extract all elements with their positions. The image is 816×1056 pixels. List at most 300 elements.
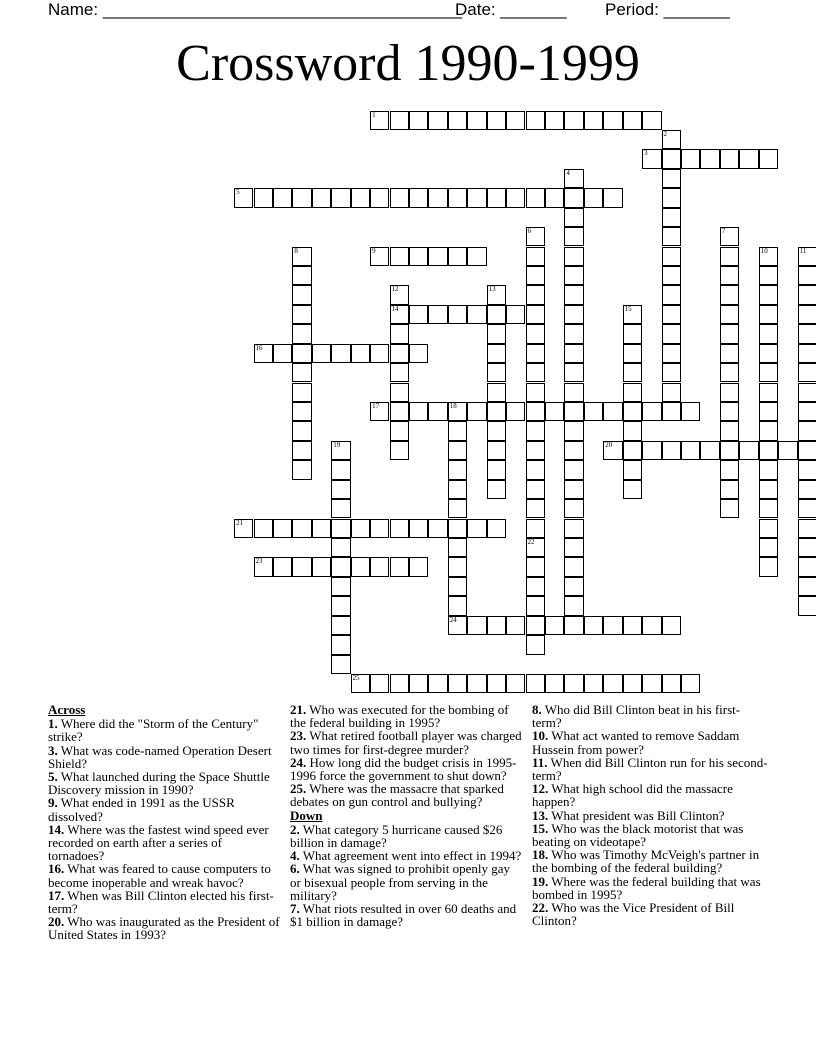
grid-cell[interactable] [506, 402, 525, 421]
grid-cell[interactable] [798, 441, 816, 460]
grid-cell[interactable] [798, 363, 816, 382]
grid-cell[interactable] [331, 441, 350, 460]
grid-cell[interactable] [370, 344, 389, 363]
grid-cell[interactable] [331, 480, 350, 499]
grid-cell[interactable] [603, 616, 622, 635]
grid-cell[interactable] [798, 538, 816, 557]
grid-cell[interactable] [564, 363, 583, 382]
grid-cell[interactable] [564, 344, 583, 363]
grid-cell[interactable] [759, 247, 778, 266]
grid-cell[interactable] [409, 188, 428, 207]
grid-cell[interactable] [428, 519, 447, 538]
grid-cell[interactable] [759, 460, 778, 479]
grid-cell[interactable] [526, 305, 545, 324]
grid-cell[interactable] [759, 383, 778, 402]
grid-cell[interactable] [292, 188, 311, 207]
grid-cell[interactable] [273, 557, 292, 576]
grid-cell[interactable] [448, 538, 467, 557]
grid-cell[interactable] [254, 519, 273, 538]
grid-cell[interactable] [487, 188, 506, 207]
grid-cell[interactable] [662, 227, 681, 246]
grid-cell[interactable] [662, 247, 681, 266]
grid-cell[interactable] [292, 266, 311, 285]
grid-cell[interactable] [526, 460, 545, 479]
grid-cell[interactable] [564, 538, 583, 557]
grid-cell[interactable] [487, 616, 506, 635]
grid-cell[interactable] [798, 266, 816, 285]
grid-cell[interactable] [254, 344, 273, 363]
grid-cell[interactable] [778, 441, 797, 460]
grid-cell[interactable] [720, 499, 739, 518]
grid-cell[interactable] [662, 441, 681, 460]
grid-cell[interactable] [292, 247, 311, 266]
grid-cell[interactable] [487, 363, 506, 382]
grid-cell[interactable] [642, 149, 661, 168]
grid-cell[interactable] [448, 480, 467, 499]
grid-cell[interactable] [759, 499, 778, 518]
grid-cell[interactable] [448, 499, 467, 518]
grid-cell[interactable] [292, 285, 311, 304]
grid-cell[interactable] [467, 674, 486, 693]
grid-cell[interactable] [720, 383, 739, 402]
grid-cell[interactable] [506, 111, 525, 130]
grid-cell[interactable] [331, 538, 350, 557]
grid-cell[interactable] [390, 421, 409, 440]
grid-cell[interactable] [292, 324, 311, 343]
grid-cell[interactable] [506, 305, 525, 324]
grid-cell[interactable] [428, 305, 447, 324]
grid-cell[interactable] [759, 557, 778, 576]
grid-cell[interactable] [662, 149, 681, 168]
grid-cell[interactable] [759, 266, 778, 285]
grid-cell[interactable] [759, 149, 778, 168]
grid-cell[interactable] [487, 421, 506, 440]
grid-cell[interactable] [623, 305, 642, 324]
grid-cell[interactable] [798, 577, 816, 596]
grid-cell[interactable] [603, 674, 622, 693]
grid-cell[interactable] [409, 344, 428, 363]
grid-cell[interactable] [351, 557, 370, 576]
grid-cell[interactable] [370, 674, 389, 693]
grid-cell[interactable] [467, 305, 486, 324]
grid-cell[interactable] [623, 616, 642, 635]
grid-cell[interactable] [526, 421, 545, 440]
grid-cell[interactable] [564, 460, 583, 479]
grid-cell[interactable] [681, 441, 700, 460]
grid-cell[interactable] [467, 616, 486, 635]
grid-cell[interactable] [331, 577, 350, 596]
grid-cell[interactable] [273, 519, 292, 538]
grid-cell[interactable] [798, 557, 816, 576]
grid-cell[interactable] [564, 111, 583, 130]
grid-cell[interactable] [603, 402, 622, 421]
grid-cell[interactable] [798, 499, 816, 518]
grid-cell[interactable] [526, 227, 545, 246]
grid-cell[interactable] [526, 499, 545, 518]
grid-cell[interactable] [448, 421, 467, 440]
grid-cell[interactable] [759, 363, 778, 382]
grid-cell[interactable] [370, 111, 389, 130]
grid-cell[interactable] [662, 285, 681, 304]
grid-cell[interactable] [526, 344, 545, 363]
grid-cell[interactable] [409, 402, 428, 421]
grid-cell[interactable] [526, 441, 545, 460]
grid-cell[interactable] [623, 441, 642, 460]
grid-cell[interactable] [642, 616, 661, 635]
grid-cell[interactable] [545, 616, 564, 635]
grid-cell[interactable] [467, 111, 486, 130]
grid-cell[interactable] [662, 363, 681, 382]
grid-cell[interactable] [720, 402, 739, 421]
grid-cell[interactable] [642, 674, 661, 693]
grid-cell[interactable] [506, 188, 525, 207]
grid-cell[interactable] [526, 538, 545, 557]
grid-cell[interactable] [390, 285, 409, 304]
grid-cell[interactable] [273, 344, 292, 363]
grid-cell[interactable] [720, 266, 739, 285]
grid-cell[interactable] [292, 344, 311, 363]
grid-cell[interactable] [448, 441, 467, 460]
grid-cell[interactable] [390, 402, 409, 421]
grid-cell[interactable] [564, 557, 583, 576]
grid-cell[interactable] [409, 557, 428, 576]
grid-cell[interactable] [273, 188, 292, 207]
grid-cell[interactable] [662, 674, 681, 693]
grid-cell[interactable] [390, 383, 409, 402]
grid-cell[interactable] [720, 480, 739, 499]
grid-cell[interactable] [331, 616, 350, 635]
grid-cell[interactable] [292, 305, 311, 324]
grid-cell[interactable] [292, 519, 311, 538]
grid-cell[interactable] [234, 519, 253, 538]
grid-cell[interactable] [584, 188, 603, 207]
grid-cell[interactable] [526, 480, 545, 499]
grid-cell[interactable] [526, 363, 545, 382]
grid-cell[interactable] [700, 441, 719, 460]
grid-cell[interactable] [564, 616, 583, 635]
grid-cell[interactable] [487, 519, 506, 538]
grid-cell[interactable] [448, 557, 467, 576]
grid-cell[interactable] [564, 169, 583, 188]
grid-cell[interactable] [759, 421, 778, 440]
grid-cell[interactable] [312, 557, 331, 576]
grid-cell[interactable] [526, 577, 545, 596]
grid-cell[interactable] [292, 441, 311, 460]
grid-cell[interactable] [448, 111, 467, 130]
grid-cell[interactable] [623, 363, 642, 382]
grid-cell[interactable] [623, 460, 642, 479]
grid-cell[interactable] [370, 519, 389, 538]
grid-cell[interactable] [623, 480, 642, 499]
grid-cell[interactable] [331, 499, 350, 518]
grid-cell[interactable] [564, 402, 583, 421]
grid-cell[interactable] [564, 383, 583, 402]
grid-cell[interactable] [506, 674, 525, 693]
grid-cell[interactable] [428, 402, 447, 421]
grid-cell[interactable] [798, 402, 816, 421]
grid-cell[interactable] [662, 130, 681, 149]
grid-cell[interactable] [370, 402, 389, 421]
grid-cell[interactable] [798, 421, 816, 440]
grid-cell[interactable] [681, 674, 700, 693]
grid-cell[interactable] [292, 421, 311, 440]
grid-cell[interactable] [526, 557, 545, 576]
grid-cell[interactable] [428, 674, 447, 693]
grid-cell[interactable] [759, 344, 778, 363]
grid-cell[interactable] [564, 266, 583, 285]
grid-cell[interactable] [798, 480, 816, 499]
grid-cell[interactable] [798, 285, 816, 304]
grid-cell[interactable] [409, 519, 428, 538]
grid-cell[interactable] [759, 305, 778, 324]
grid-cell[interactable] [720, 441, 739, 460]
grid-cell[interactable] [487, 460, 506, 479]
date-field[interactable]: Date: _______ [455, 0, 567, 19]
grid-cell[interactable] [390, 441, 409, 460]
grid-cell[interactable] [409, 111, 428, 130]
grid-cell[interactable] [409, 247, 428, 266]
grid-cell[interactable] [662, 324, 681, 343]
grid-cell[interactable] [720, 305, 739, 324]
grid-cell[interactable] [390, 324, 409, 343]
grid-cell[interactable] [720, 363, 739, 382]
grid-cell[interactable] [662, 616, 681, 635]
grid-cell[interactable] [467, 402, 486, 421]
grid-cell[interactable] [487, 402, 506, 421]
grid-cell[interactable] [526, 616, 545, 635]
grid-cell[interactable] [292, 383, 311, 402]
grid-cell[interactable] [526, 674, 545, 693]
grid-cell[interactable] [642, 111, 661, 130]
grid-cell[interactable] [564, 324, 583, 343]
grid-cell[interactable] [720, 460, 739, 479]
grid-cell[interactable] [798, 596, 816, 615]
grid-cell[interactable] [623, 402, 642, 421]
grid-cell[interactable] [292, 460, 311, 479]
grid-cell[interactable] [662, 266, 681, 285]
grid-cell[interactable] [526, 519, 545, 538]
grid-cell[interactable] [603, 441, 622, 460]
grid-cell[interactable] [564, 499, 583, 518]
grid-cell[interactable] [623, 421, 642, 440]
grid-cell[interactable] [720, 324, 739, 343]
grid-cell[interactable] [603, 188, 622, 207]
grid-cell[interactable] [545, 402, 564, 421]
grid-cell[interactable] [526, 383, 545, 402]
grid-cell[interactable] [448, 402, 467, 421]
grid-cell[interactable] [798, 460, 816, 479]
grid-cell[interactable] [312, 519, 331, 538]
grid-cell[interactable] [312, 344, 331, 363]
grid-cell[interactable] [662, 169, 681, 188]
grid-cell[interactable] [681, 402, 700, 421]
grid-cell[interactable] [759, 519, 778, 538]
grid-cell[interactable] [545, 111, 564, 130]
grid-cell[interactable] [390, 344, 409, 363]
grid-cell[interactable] [331, 557, 350, 576]
grid-cell[interactable] [584, 402, 603, 421]
grid-cell[interactable] [545, 674, 564, 693]
grid-cell[interactable] [564, 480, 583, 499]
grid-cell[interactable] [370, 188, 389, 207]
grid-cell[interactable] [700, 149, 719, 168]
grid-cell[interactable] [564, 674, 583, 693]
grid-cell[interactable] [390, 247, 409, 266]
grid-cell[interactable] [564, 577, 583, 596]
grid-cell[interactable] [798, 324, 816, 343]
grid-cell[interactable] [331, 635, 350, 654]
grid-cell[interactable] [526, 285, 545, 304]
grid-cell[interactable] [623, 344, 642, 363]
grid-cell[interactable] [564, 441, 583, 460]
grid-cell[interactable] [487, 383, 506, 402]
grid-cell[interactable] [526, 596, 545, 615]
grid-cell[interactable] [487, 674, 506, 693]
grid-cell[interactable] [448, 519, 467, 538]
grid-cell[interactable] [584, 674, 603, 693]
grid-cell[interactable] [487, 305, 506, 324]
grid-cell[interactable] [351, 674, 370, 693]
grid-cell[interactable] [467, 519, 486, 538]
grid-cell[interactable] [564, 305, 583, 324]
grid-cell[interactable] [584, 616, 603, 635]
grid-cell[interactable] [662, 344, 681, 363]
grid-cell[interactable] [720, 247, 739, 266]
grid-cell[interactable] [370, 557, 389, 576]
grid-cell[interactable] [448, 577, 467, 596]
grid-cell[interactable] [720, 227, 739, 246]
period-field[interactable]: Period: _______ [605, 0, 730, 19]
grid-cell[interactable] [759, 480, 778, 499]
grid-cell[interactable] [720, 421, 739, 440]
grid-cell[interactable] [390, 519, 409, 538]
grid-cell[interactable] [390, 111, 409, 130]
grid-cell[interactable] [331, 344, 350, 363]
grid-cell[interactable] [370, 247, 389, 266]
grid-cell[interactable] [564, 208, 583, 227]
grid-cell[interactable] [798, 344, 816, 363]
grid-cell[interactable] [662, 188, 681, 207]
grid-cell[interactable] [564, 519, 583, 538]
grid-cell[interactable] [798, 305, 816, 324]
grid-cell[interactable] [623, 674, 642, 693]
grid-cell[interactable] [759, 441, 778, 460]
grid-cell[interactable] [623, 324, 642, 343]
grid-cell[interactable] [642, 441, 661, 460]
grid-cell[interactable] [448, 460, 467, 479]
grid-cell[interactable] [467, 247, 486, 266]
grid-cell[interactable] [798, 519, 816, 538]
grid-cell[interactable] [526, 111, 545, 130]
grid-cell[interactable] [759, 285, 778, 304]
grid-cell[interactable] [351, 519, 370, 538]
grid-cell[interactable] [759, 538, 778, 557]
grid-cell[interactable] [720, 344, 739, 363]
grid-cell[interactable] [234, 188, 253, 207]
grid-cell[interactable] [798, 247, 816, 266]
grid-cell[interactable] [623, 383, 642, 402]
grid-cell[interactable] [526, 247, 545, 266]
grid-cell[interactable] [448, 596, 467, 615]
grid-cell[interactable] [254, 188, 273, 207]
grid-cell[interactable] [662, 208, 681, 227]
grid-cell[interactable] [448, 305, 467, 324]
grid-cell[interactable] [428, 188, 447, 207]
grid-cell[interactable] [390, 188, 409, 207]
grid-cell[interactable] [526, 266, 545, 285]
grid-cell[interactable] [331, 596, 350, 615]
grid-cell[interactable] [390, 305, 409, 324]
grid-cell[interactable] [526, 635, 545, 654]
grid-cell[interactable] [564, 285, 583, 304]
grid-cell[interactable] [390, 557, 409, 576]
grid-cell[interactable] [564, 421, 583, 440]
grid-cell[interactable] [681, 149, 700, 168]
grid-cell[interactable] [390, 363, 409, 382]
grid-cell[interactable] [292, 402, 311, 421]
grid-cell[interactable] [487, 111, 506, 130]
grid-cell[interactable] [331, 460, 350, 479]
grid-cell[interactable] [351, 344, 370, 363]
grid-cell[interactable] [564, 247, 583, 266]
grid-cell[interactable] [487, 324, 506, 343]
grid-cell[interactable] [409, 305, 428, 324]
grid-cell[interactable] [292, 557, 311, 576]
grid-cell[interactable] [603, 111, 622, 130]
grid-cell[interactable] [487, 480, 506, 499]
grid-cell[interactable] [564, 188, 583, 207]
grid-cell[interactable] [759, 324, 778, 343]
grid-cell[interactable] [526, 402, 545, 421]
grid-cell[interactable] [662, 305, 681, 324]
grid-cell[interactable] [331, 655, 350, 674]
grid-cell[interactable] [487, 344, 506, 363]
grid-cell[interactable] [720, 149, 739, 168]
grid-cell[interactable] [564, 596, 583, 615]
grid-cell[interactable] [545, 188, 564, 207]
grid-cell[interactable] [564, 227, 583, 246]
grid-cell[interactable] [662, 383, 681, 402]
grid-cell[interactable] [448, 188, 467, 207]
grid-cell[interactable] [428, 247, 447, 266]
grid-cell[interactable] [798, 383, 816, 402]
grid-cell[interactable] [467, 188, 486, 207]
grid-cell[interactable] [331, 188, 350, 207]
grid-cell[interactable] [428, 111, 447, 130]
grid-cell[interactable] [662, 402, 681, 421]
grid-cell[interactable] [292, 363, 311, 382]
grid-cell[interactable] [448, 674, 467, 693]
grid-cell[interactable] [448, 247, 467, 266]
name-field[interactable]: Name: ______________________________________ [48, 0, 463, 19]
grid-cell[interactable] [351, 188, 370, 207]
grid-cell[interactable] [623, 111, 642, 130]
grid-cell[interactable] [487, 285, 506, 304]
grid-cell[interactable] [759, 402, 778, 421]
grid-cell[interactable] [584, 111, 603, 130]
grid-cell[interactable] [312, 188, 331, 207]
grid-cell[interactable] [526, 188, 545, 207]
grid-cell[interactable] [390, 674, 409, 693]
grid-cell[interactable] [642, 402, 661, 421]
grid-cell[interactable] [739, 441, 758, 460]
grid-cell[interactable] [526, 324, 545, 343]
grid-cell[interactable] [506, 616, 525, 635]
grid-cell[interactable] [409, 674, 428, 693]
grid-cell[interactable] [254, 557, 273, 576]
grid-cell[interactable] [739, 149, 758, 168]
grid-cell[interactable] [720, 285, 739, 304]
